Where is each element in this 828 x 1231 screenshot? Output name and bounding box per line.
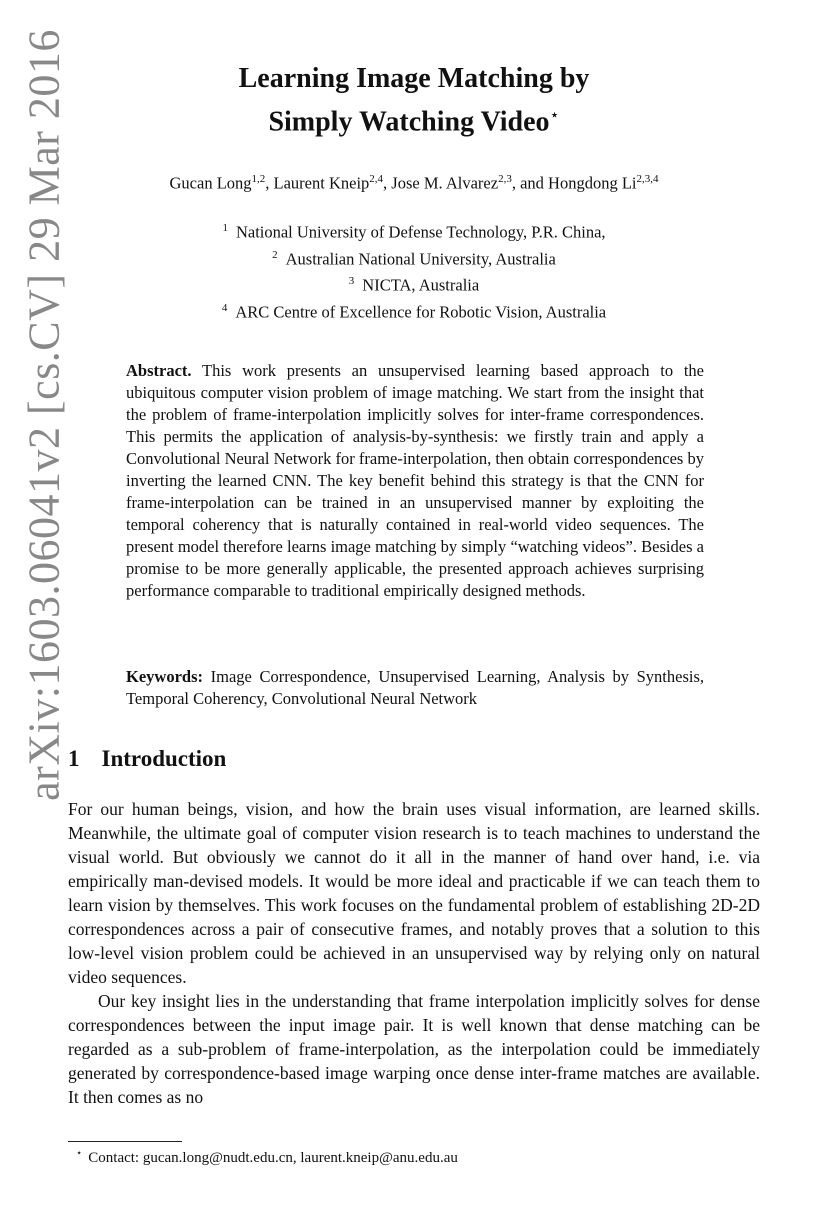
paper-title bbox=[100, 60, 728, 140]
author-affiliation-marks: 1,2 bbox=[251, 173, 266, 185]
author-affiliation-marks: 2,3 bbox=[498, 173, 512, 185]
author-name: Jose M. Alvarez bbox=[391, 173, 499, 193]
author-name: Laurent Kneip bbox=[273, 173, 370, 193]
paragraph: Our key insight lies in the understanding that frame interpolation implicitly solves for dense correspondences between the input image pair. It is well known that dense matching can be regarded as a sub-problem of frame-interpolation, as the interpolation could be immediately generated by correspondence-based image warping once dense inter-frame matches are available. It then comes as no bbox=[68, 991, 760, 1107]
footnote-text: Contact: gucan.long@nudt.edu.cn, laurent.kneip@anu.edu.au bbox=[88, 1150, 458, 1166]
affiliation-number: 1 bbox=[222, 222, 228, 234]
affiliation-item bbox=[100, 297, 728, 324]
footnote-divider bbox=[68, 1141, 182, 1142]
affiliation-text: ARC Centre of Excellence for Robotic Vision, Australia bbox=[235, 302, 607, 321]
title-footnote-mark: ⋆ bbox=[549, 107, 560, 124]
keywords-text: Image Correspondence, Unsupervised Learning, Analysis by Synthesis, Temporal Coherency, Convolutional Neural Network bbox=[126, 667, 705, 708]
affiliation-number: 2 bbox=[272, 248, 278, 261]
section-heading bbox=[68, 746, 226, 772]
author-separator: , bbox=[265, 173, 274, 193]
affiliation-item bbox=[100, 270, 728, 297]
section-number: 1 bbox=[68, 746, 80, 771]
body-text bbox=[68, 797, 760, 1109]
affiliation-item bbox=[100, 217, 728, 244]
affiliation-number: 3 bbox=[348, 275, 355, 287]
keywords bbox=[126, 666, 704, 710]
title-line-2-text: Simply Watching Video bbox=[268, 106, 550, 138]
author-affiliation-marks: 2,4 bbox=[369, 173, 384, 185]
section-title: Introduction bbox=[101, 746, 227, 771]
abstract-label: Abstract. bbox=[126, 361, 192, 380]
affiliation-list bbox=[100, 217, 728, 323]
affiliation-text: Australian National University, Australia bbox=[285, 249, 556, 268]
affiliation-number: 4 bbox=[221, 301, 228, 314]
affiliation-text: National University of Defense Technology, P.R. China, bbox=[235, 222, 606, 242]
affiliation-item bbox=[100, 244, 728, 271]
title-line-1: Learning Image Matching by bbox=[238, 63, 590, 94]
affiliation-text: NICTA, Australia bbox=[362, 275, 480, 295]
abstract bbox=[126, 360, 704, 602]
footnote-mark: ⋆ bbox=[76, 1148, 83, 1159]
author-separator: , bbox=[383, 173, 392, 193]
author-list bbox=[60, 173, 768, 194]
arxiv-identifier: arXiv:1603.06041v2 [cs.CV] 29 Mar 2016 bbox=[19, 29, 69, 801]
title-line-2 bbox=[100, 97, 728, 140]
author-affiliation-marks: 2,3,4 bbox=[636, 173, 659, 185]
keywords-label: Keywords: bbox=[126, 667, 203, 686]
author-name: Hongdong Li bbox=[548, 173, 637, 193]
footnote bbox=[76, 1148, 458, 1167]
abstract-text: This work presents an unsupervised learning based approach to the ubiquitous computer vision problem of image matching. We start from the insight that the problem of frame-interpolation implicitly solves for inter-frame correspondences. This permits the application of analysis-by-synthesis: we firstly train and apply a Convolutional Neural Network for frame-interpolation, then obtain correspondences by inverting the learned CNN. The key benefit behind this strategy is that the CNN for frame-interpolation can be trained in an unsupervised manner by exploiting the temporal coherency that is naturally contained in real-world video sequences. The present model therefore learns image matching by simply “watching videos”. Besides a promise to be more generally applicable, the presented approach achieves surprising performance comparable to traditional empirically designed methods. bbox=[126, 361, 705, 600]
paragraph: For our human beings, vision, and how the brain uses visual information, are learned skills. Meanwhile, the ultimate goal of computer vision research is to teach machines to understand the visual world. But obviously we cannot do it all in the manner of hand over hand, i.e. via empirically man-devised models. It would be more ideal and practicable if we can teach them to learn vision by themselves. This work focuses on the fundamental problem of establishing 2D-2D correspondences across a pair of consecutive frames, and notably proves that a solution to this low-level vision problem could be achieved in an unsupervised way by relying only on natural video sequences. bbox=[68, 799, 760, 987]
author-separator: , and bbox=[511, 173, 549, 193]
author-name: Gucan Long bbox=[169, 173, 252, 193]
